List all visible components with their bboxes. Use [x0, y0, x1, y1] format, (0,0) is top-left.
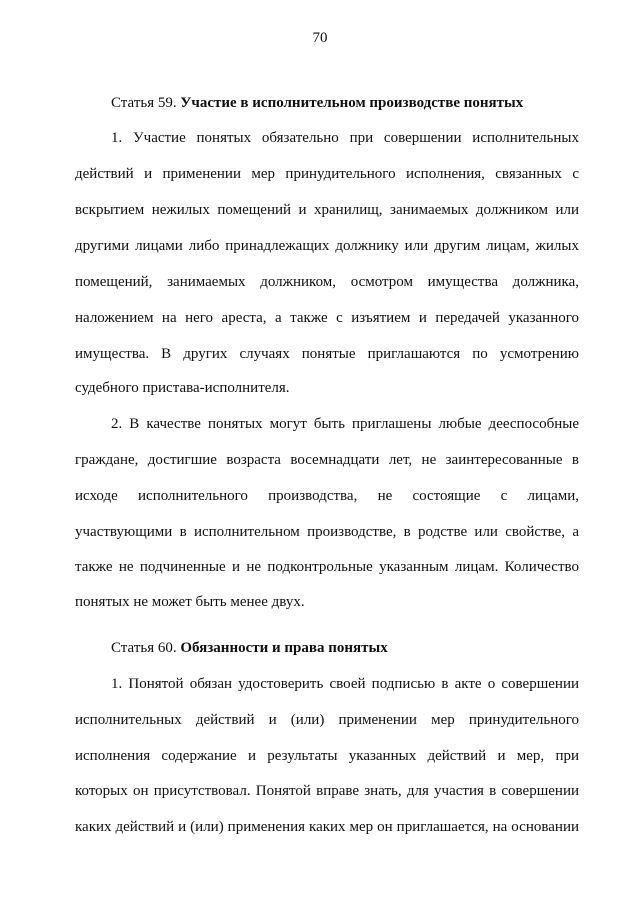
article-59-p1-line-5: помещений, занимаемых должником, осмотром имущества должника,: [75, 274, 579, 290]
article-59-p2-line-6: понятых не может быть менее двух.: [75, 594, 305, 610]
article-59-p1-line-1: 1. Участие понятых обязательно при совершении исполнительных: [111, 130, 579, 146]
article-60-prefix: Статья 60.: [111, 640, 177, 656]
article-60-p1-line-4: которых он присутствовал. Понятой вправе знать, для участия в совершении: [75, 783, 579, 799]
article-59-p2-line-5: также не подчиненные и не подконтрольные указанным лицам. Количество: [75, 559, 579, 575]
article-60-p1-line-1: 1. Понятой обязан удостоверить своей подписью в акте о совершении: [111, 676, 579, 692]
article-59-p1-line-4: другими лицами либо принадлежащих должнику или другим лицам, жилых: [75, 238, 579, 254]
article-60-title: Обязанности и права понятых: [180, 640, 388, 656]
article-60-heading: [111, 638, 388, 658]
page-number: 70: [312, 30, 328, 46]
article-60-p1-line-2: исполнительных действий и (или) применении мер принудительного: [75, 712, 579, 728]
article-59-p1-line-3: вскрытием нежилых помещений и хранилищ, занимаемых должником или: [75, 202, 579, 218]
article-59-p1-line-7: имущества. В других случаях понятые приглашаются по усмотрению: [75, 346, 579, 362]
article-59-p2-line-4: участвующими в исполнительном производстве, в родстве или свойстве, а: [75, 524, 579, 540]
article-59-heading: [111, 93, 523, 113]
article-60-p1-line-5: каких действий и (или) применения каких мер он приглашается, на основании: [75, 819, 579, 835]
article-59-p1-line-8: судебного пристава-исполнителя.: [75, 380, 290, 396]
article-59-p2-line-2: граждане, достигшие возраста восемнадцати лет, не заинтересованные в: [75, 452, 579, 468]
article-59-title: Участие в исполнительном производстве понятых: [180, 95, 524, 111]
article-59-p1-line-2: действий и применении мер принудительного исполнения, связанных с: [75, 166, 579, 182]
article-59-p2-line-3: исходе исполнительного производства, не состоящие с лицами,: [75, 488, 579, 504]
article-59-p2-line-1: 2. В качестве понятых могут быть приглашены любые дееспособные: [111, 416, 579, 432]
article-59-p1-line-6: наложением на него ареста, а также с изъятием и передачей указанного: [75, 310, 579, 326]
article-59-prefix: Статья 59.: [111, 95, 177, 111]
article-60-p1-line-3: исполнения содержание и результаты указанных действий и мер, при: [75, 748, 579, 764]
